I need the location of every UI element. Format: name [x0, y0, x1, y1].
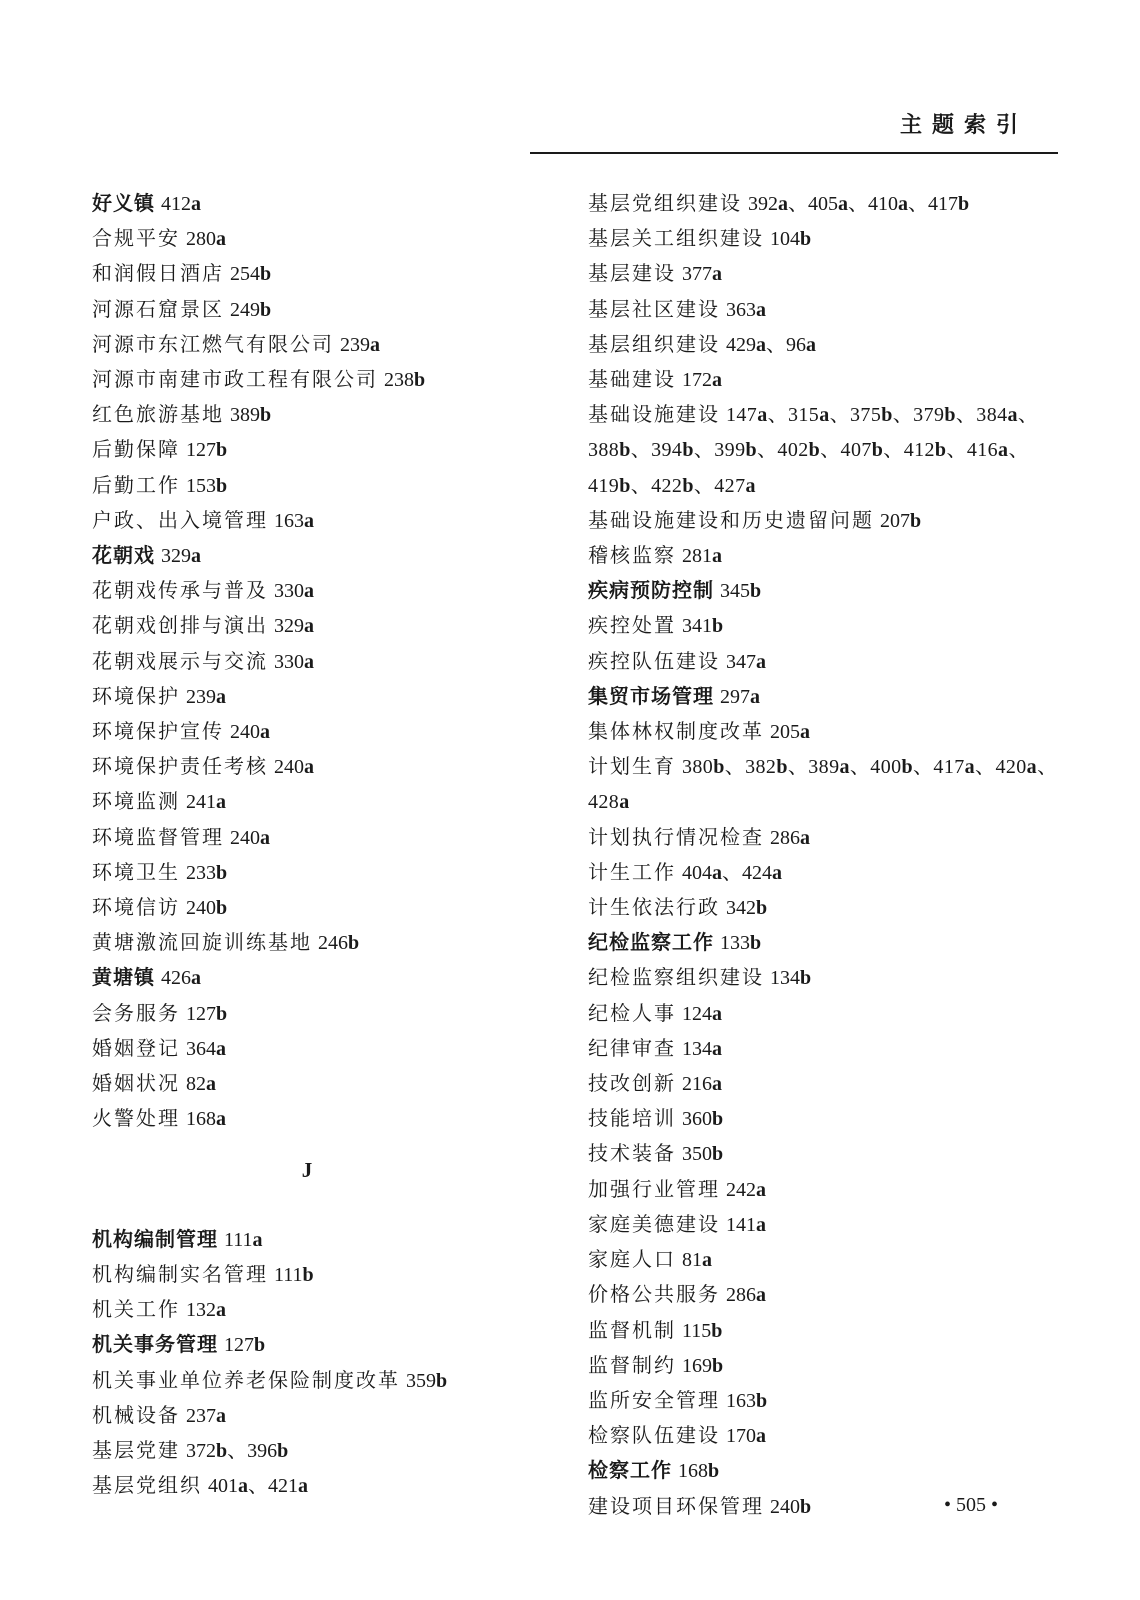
index-entry [588, 1066, 1058, 1101]
index-page-refs: 240a [230, 826, 270, 849]
index-entry [92, 186, 522, 221]
index-page-refs: 330a [274, 650, 314, 673]
right-column [588, 186, 1058, 1524]
index-term: 机关事务管理 [92, 1332, 218, 1357]
index-entry [92, 644, 522, 679]
index-term: 后勤工作 [92, 472, 180, 497]
index-term: 计生工作 [588, 859, 676, 884]
index-term: 基础设施建设和历史遗留问题 [588, 507, 874, 532]
index-page-refs: 359b [406, 1369, 448, 1392]
index-entry [588, 1418, 1058, 1453]
index-term: 监所安全管理 [588, 1387, 720, 1412]
index-page-refs: 141a [726, 1213, 766, 1236]
index-term: 花朝戏传承与普及 [92, 578, 268, 603]
index-entry [588, 397, 1058, 503]
index-page-refs: 168a [186, 1108, 226, 1131]
index-term: 技改创新 [588, 1071, 676, 1096]
index-page-refs: 115b [682, 1319, 723, 1342]
index-page-refs: 377a [682, 263, 722, 286]
index-term: 集体林权制度改革 [588, 719, 764, 744]
index-entry [588, 1453, 1058, 1488]
index-page-refs: 254b [230, 263, 272, 286]
index-entry [92, 1066, 522, 1101]
index-page-refs: 345b [720, 580, 762, 603]
index-page-refs: 329a [161, 545, 201, 568]
index-term: 花朝戏创排与演出 [92, 613, 268, 638]
index-entry [92, 1327, 522, 1362]
index-entry [588, 925, 1058, 960]
index-term: 机关事业单位养老保险制度改革 [92, 1367, 400, 1392]
index-entry [588, 679, 1058, 714]
index-page-refs: 241a [186, 791, 226, 814]
index-entry [92, 996, 522, 1031]
index-term: 纪检监察工作 [588, 930, 714, 955]
index-page-refs: 342b [726, 897, 768, 920]
index-term: 纪律审查 [588, 1035, 676, 1060]
index-page-refs: 380b、382b、389a、400b、417a、420a、428a [588, 756, 1058, 814]
index-term: 基层社区建设 [588, 296, 720, 321]
index-entry [588, 608, 1058, 643]
index-term: 环境保护责任考核 [92, 754, 268, 779]
index-term: 计划执行情况检查 [588, 824, 764, 849]
index-entry [588, 1383, 1058, 1418]
index-page-refs: 341b [682, 615, 724, 638]
index-term: 机构编制实名管理 [92, 1261, 268, 1286]
index-term: 环境监测 [92, 789, 180, 814]
index-term: 基层党组织 [92, 1473, 202, 1498]
index-term: 河源市东江燃气有限公司 [92, 331, 334, 356]
index-entry [588, 573, 1058, 608]
index-entry [588, 1348, 1058, 1383]
index-term: 疾控队伍建设 [588, 648, 720, 673]
index-page-refs: 132a [186, 1299, 226, 1322]
index-page-refs: 297a [720, 685, 760, 708]
index-term: 河源石窟景区 [92, 296, 224, 321]
index-term: 环境信访 [92, 895, 180, 920]
index-entry [588, 1242, 1058, 1277]
index-term: 环境保护 [92, 683, 180, 708]
index-page-refs: 239a [340, 333, 380, 356]
index-entry [588, 996, 1058, 1031]
index-page-refs: 111b [274, 1263, 314, 1286]
index-page-refs: 242a [726, 1178, 766, 1201]
index-entry [92, 679, 522, 714]
index-term: 监督制约 [588, 1352, 676, 1377]
index-term: 基层党组织建设 [588, 191, 742, 215]
index-entry [92, 890, 522, 925]
index-entry [588, 714, 1058, 749]
index-entry [92, 538, 522, 573]
index-term: 稽核监察 [588, 543, 676, 568]
index-page-refs: 350b [682, 1143, 724, 1166]
index-entry [92, 714, 522, 749]
index-page-refs: 239a [186, 685, 226, 708]
index-term: 户政、出入境管理 [92, 507, 268, 532]
index-page-refs: 347a [726, 650, 766, 673]
index-term: 花朝戏展示与交流 [92, 648, 268, 673]
index-term: 基层组织建设 [588, 331, 720, 356]
index-page-refs: 82a [186, 1073, 216, 1096]
index-entry [92, 292, 522, 327]
index-term: 基础设施建设 [588, 402, 720, 427]
index-page-refs: 207b [880, 509, 922, 532]
index-page-refs: 170a [726, 1425, 766, 1448]
index-page-refs: 168b [678, 1460, 720, 1483]
index-term: 检察工作 [588, 1458, 672, 1483]
index-term: 基层建设 [588, 261, 676, 286]
index-page-refs: 163b [726, 1389, 768, 1412]
index-term: 婚姻登记 [92, 1035, 180, 1060]
index-page-refs: 134a [682, 1037, 722, 1060]
index-term: 计划生育 [588, 754, 676, 779]
index-term: 家庭人口 [588, 1247, 676, 1272]
index-page-refs: 169b [682, 1354, 724, 1377]
index-entry [92, 573, 522, 608]
index-entry [92, 1398, 522, 1433]
index-page-refs: 404a、424a [682, 861, 782, 884]
index-term: 环境保护宣传 [92, 719, 224, 744]
index-term: 机关工作 [92, 1297, 180, 1322]
index-page-refs: 330a [274, 580, 314, 603]
index-list-j [92, 1222, 522, 1504]
index-entry [92, 327, 522, 362]
index-term: 基础建设 [588, 367, 676, 392]
index-term: 基层关工组织建设 [588, 226, 764, 251]
index-entry [588, 1313, 1058, 1348]
index-page-refs: 286a [726, 1284, 766, 1307]
index-page-refs: 153b [186, 474, 228, 497]
index-page-refs: 286a [770, 826, 810, 849]
index-page-refs: 104b [770, 228, 812, 251]
index-page-refs: 249b [230, 298, 272, 321]
index-page-refs: 364a [186, 1037, 226, 1060]
index-entry [588, 1101, 1058, 1136]
index-entry [588, 1136, 1058, 1171]
index-entry [92, 749, 522, 784]
index-term: 环境监督管理 [92, 824, 224, 849]
index-page-refs: 246b [318, 932, 360, 955]
index-page-refs: 205a [770, 721, 810, 744]
index-entry [588, 362, 1058, 397]
index-term: 黄塘镇 [92, 965, 155, 990]
index-page-refs: 216a [682, 1073, 722, 1096]
index-term: 黄塘激流回旋训练基地 [92, 930, 312, 955]
index-term: 花朝戏 [92, 543, 155, 568]
index-entry [588, 1031, 1058, 1066]
index-term: 机械设备 [92, 1402, 180, 1427]
header-rule [530, 152, 1058, 154]
index-entry [92, 432, 522, 467]
index-term: 集贸市场管理 [588, 683, 714, 708]
index-entry [92, 1468, 522, 1503]
index-entry [92, 362, 522, 397]
index-entry [588, 820, 1058, 855]
section-letter-j: J [301, 1158, 313, 1183]
index-term: 和润假日酒店 [92, 261, 224, 286]
index-entry [588, 644, 1058, 679]
index-page-refs: 127b [186, 1002, 228, 1025]
index-page-refs: 127b [224, 1334, 266, 1357]
index-entry [588, 186, 1058, 221]
index-page-refs: 172a [682, 369, 722, 392]
index-entry [92, 503, 522, 538]
index-entry [588, 749, 1058, 819]
index-page-refs: 329a [274, 615, 314, 638]
index-entry [92, 221, 522, 256]
index-term: 监督机制 [588, 1317, 676, 1342]
index-list-h [92, 186, 522, 1136]
index-entry [92, 1363, 522, 1398]
index-entry [92, 1101, 522, 1136]
index-term: 婚姻状况 [92, 1071, 180, 1096]
index-term: 机构编制管理 [92, 1226, 218, 1251]
index-term: 检察队伍建设 [588, 1423, 720, 1448]
index-entry [588, 1207, 1058, 1242]
index-term: 红色旅游基地 [92, 402, 224, 427]
index-page-refs: 238b [384, 369, 426, 392]
index-page-refs: 233b [186, 861, 228, 884]
index-entry [588, 1277, 1058, 1312]
index-entry [92, 256, 522, 291]
index-entry [588, 1172, 1058, 1207]
index-entry [92, 397, 522, 432]
index-page-refs: 163a [274, 509, 314, 532]
left-column [92, 186, 522, 1503]
index-entry [588, 503, 1058, 538]
running-header: 主题索引 [900, 113, 1029, 138]
page-number: • 505 • [944, 1494, 999, 1516]
index-term: 好义镇 [92, 191, 155, 215]
index-term: 价格公共服务 [588, 1282, 720, 1307]
index-entry [588, 538, 1058, 573]
index-term: 疾病预防控制 [588, 578, 714, 603]
index-entry [588, 960, 1058, 995]
index-term: 火警处理 [92, 1106, 180, 1131]
index-entry [92, 608, 522, 643]
index-page-refs: 392a、405a、410a、417b [748, 193, 970, 215]
index-term: 后勤保障 [92, 437, 180, 462]
index-page-refs: 81a [682, 1249, 712, 1272]
index-term: 会务服务 [92, 1000, 180, 1025]
index-term: 河源市南建市政工程有限公司 [92, 367, 378, 392]
index-term: 纪检监察组织建设 [588, 965, 764, 990]
index-page-refs: 372b、396b [186, 1439, 289, 1462]
index-term: 疾控处置 [588, 613, 676, 638]
index-entry [588, 292, 1058, 327]
index-entry [92, 960, 522, 995]
index-term: 加强行业管理 [588, 1176, 720, 1201]
index-page-refs: 363a [726, 298, 766, 321]
index-entry [92, 1257, 522, 1292]
index-term: 基层党建 [92, 1437, 180, 1462]
index-entry [92, 1222, 522, 1257]
index-entry [92, 820, 522, 855]
index-page-refs: 426a [161, 967, 201, 990]
index-page-refs: 240b [186, 897, 228, 920]
index-page-refs: 111a [224, 1228, 263, 1251]
index-entry [588, 256, 1058, 291]
index-page-refs: 134b [770, 967, 812, 990]
index-entry [92, 855, 522, 890]
index-entry [588, 327, 1058, 362]
index-page-refs: 280a [186, 228, 226, 251]
index-page-refs: 147a、315a、375b、379b、384a、388b、394b、399b、402b、407b、412b、416a、419b、422b、427a [588, 404, 1039, 497]
index-page-refs: 240a [274, 756, 314, 779]
index-entry [92, 784, 522, 819]
index-page-refs: 412a [161, 193, 201, 215]
index-term: 技术装备 [588, 1141, 676, 1166]
index-term: 建设项目环保管理 [588, 1493, 764, 1518]
index-term: 合规平安 [92, 226, 180, 251]
index-page-refs: 429a、96a [726, 333, 816, 356]
index-page-refs: 281a [682, 545, 722, 568]
index-term: 计生依法行政 [588, 895, 720, 920]
index-page-refs: 401a、421a [208, 1475, 308, 1498]
index-page-refs: 240b [770, 1495, 812, 1518]
index-entry [92, 1292, 522, 1327]
index-term: 技能培训 [588, 1106, 676, 1131]
index-entry [588, 890, 1058, 925]
index-page-refs: 237a [186, 1404, 226, 1427]
index-page-refs: 124a [682, 1002, 722, 1025]
index-page-refs: 133b [720, 932, 762, 955]
index-page-refs: 389b [230, 404, 272, 427]
index-page-refs: 240a [230, 721, 270, 744]
index-term: 纪检人事 [588, 1000, 676, 1025]
index-page-refs: 360b [682, 1108, 724, 1131]
index-entry [92, 925, 522, 960]
index-term: 环境卫生 [92, 859, 180, 884]
index-term: 家庭美德建设 [588, 1211, 720, 1236]
index-entry [92, 468, 522, 503]
index-entry [588, 855, 1058, 890]
index-entry [92, 1433, 522, 1468]
index-entry [92, 1031, 522, 1066]
index-list-j-continued [588, 186, 1058, 1524]
index-entry [588, 221, 1058, 256]
index-page-refs: 127b [186, 439, 228, 462]
